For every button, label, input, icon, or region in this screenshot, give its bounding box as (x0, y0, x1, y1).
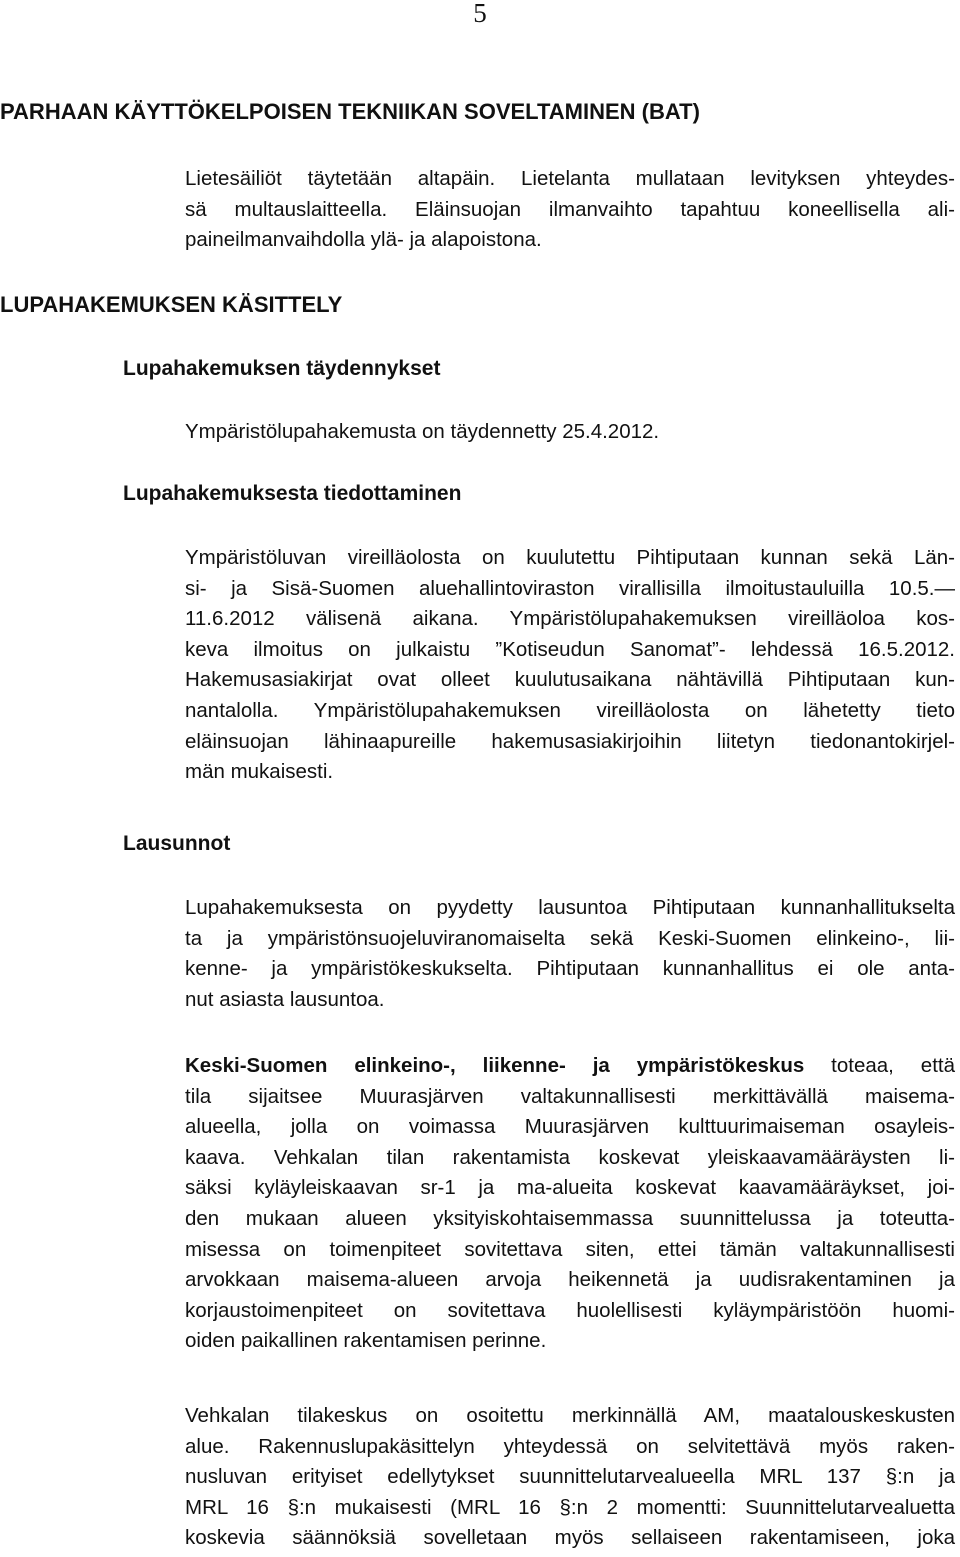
text-line: Lietesäiliöt täytetään altapäin. Lietelanta mullataan levityksen yhteydes- (185, 167, 955, 190)
text-line: arvokkaan maisema-alueen arvoja heikennetä ja uudisrakentaminen ja (185, 1268, 955, 1292)
text-line: Lupahakemuksesta on pyydetty lausuntoa Pihtiputaan kunnanhallitukselta (185, 896, 955, 919)
ely-statement-paragraph (185, 1051, 955, 1357)
text-line: tila sijaitsee Muurasjärven valtakunnallisesti merkittävällä maisema- (185, 1084, 955, 1108)
text-line: koskevia säännöksiä sovelletaan myös sellaiseen rakentamiseen, joka (185, 1526, 955, 1550)
text-line: säksi kyläyleiskaavan sr-1 ja ma-alueita koskevat kaavamääräykset, joi- (185, 1176, 955, 1200)
vehkala-paragraph (185, 1401, 955, 1554)
text-line: keva ilmoitus on julkaistu ”Kotiseudun Sanomat”- lehdessä 16.5.2012. (185, 637, 955, 661)
supplements-paragraph (185, 417, 955, 448)
statements-heading: Lausunnot (123, 832, 231, 855)
processing-heading: LUPAHAKEMUKSEN KÄSITTELY (0, 292, 343, 317)
text-line: den mukaan alueen yksityiskohtaisemmassa suunnittelussa ja toteutta- (185, 1206, 955, 1230)
text-line: kenne- ja ympäristökeskukselta. Pihtiputaan kunnanhallitus ei ole anta- (185, 957, 955, 981)
ely-organization-name: Keski-Suomen elinkeino-, liikenne- ja ympäristökeskus (185, 1054, 805, 1077)
ely-first-line-rest: toteaa, että (804, 1054, 955, 1077)
text-line: alueella, jolla on voimassa Muurasjärven kulttuurimaiseman osayleis- (185, 1115, 955, 1139)
text-line: si- ja Sisä-Suomen aluehallintoviraston virallisilla ilmoitustauluilla 10.5.— (185, 576, 955, 600)
text-line: nut asiasta lausuntoa. (185, 987, 385, 1011)
page-number: 5 (473, 0, 487, 28)
text-line: Ympäristöluvan vireilläolosta on kuulutettu Pihtiputaan kunnan sekä Län- (185, 546, 955, 569)
text-line: alue. Rakennuslupakäsittelyn yhteydessä on selvitettävä myös raken- (185, 1434, 955, 1458)
text-line: oiden paikallinen rakentamisen perinne. (185, 1329, 547, 1353)
supplements-heading: Lupahakemuksen täydennykset (123, 357, 441, 380)
notification-heading: Lupahakemuksesta tiedottaminen (123, 482, 462, 505)
bat-paragraph (185, 164, 955, 256)
bat-heading: PARHAAN KÄYTTÖKELPOISEN TEKNIIKAN SOVELTAMINEN (BAT) (0, 99, 700, 124)
text-line: kaava. Vehkalan tilan rakentamista koskevat yleiskaavamääräysten li- (185, 1145, 955, 1169)
text-line: män mukaisesti. (185, 760, 334, 784)
text-line: eläinsuojan lähinaapureille hakemusasiakirjoihin liitetyn tiedonantokirjel- (185, 729, 955, 753)
text-line: ta ja ympäristönsuojeluviranomaiselta sekä Keski-Suomen elinkeino-, lii- (185, 926, 955, 950)
text-line: MRL 16 §:n mukaisesti (MRL 16 §:n 2 momentti: Suunnittelutarvealuetta (185, 1495, 955, 1519)
text-line: paineilmanvaihdolla ylä- ja alapoistona. (185, 228, 542, 252)
text-line: nantalolla. Ympäristölupahakemuksen vireilläolosta on lähetetty tieto (185, 698, 955, 722)
statements-intro-paragraph (185, 893, 955, 1015)
text-line: korjaustoimenpiteet on sovitettava huolellisesti kyläympäristöön huomi- (185, 1298, 955, 1322)
text-line: Hakemusasiakirjat ovat olleet kuulutusaikana nähtävillä Pihtiputaan kun- (185, 668, 955, 692)
text-line: nusluvan erityiset edellytykset suunnittelutarvealueella MRL 137 §:n ja (185, 1465, 955, 1489)
text-line: sä multauslaitteella. Eläinsuojan ilmanvaihto tapahtuu koneellisella ali- (185, 197, 955, 221)
text-line: Vehkalan tilakeskus on osoitettu merkinnällä AM, maatalouskeskusten (185, 1404, 955, 1427)
text-line: Ympäristölupahakemusta on täydennetty 25.4.2012. (185, 420, 660, 443)
text-line: 11.6.2012 välisenä aikana. Ympäristölupahakemuksen vireilläoloa kos- (185, 607, 955, 631)
text-line (185, 1051, 955, 1082)
text-line: misessa on toimenpiteet sovitettava siten, ettei tämän valtakunnallisesti (185, 1237, 955, 1261)
notification-paragraph (185, 543, 955, 788)
